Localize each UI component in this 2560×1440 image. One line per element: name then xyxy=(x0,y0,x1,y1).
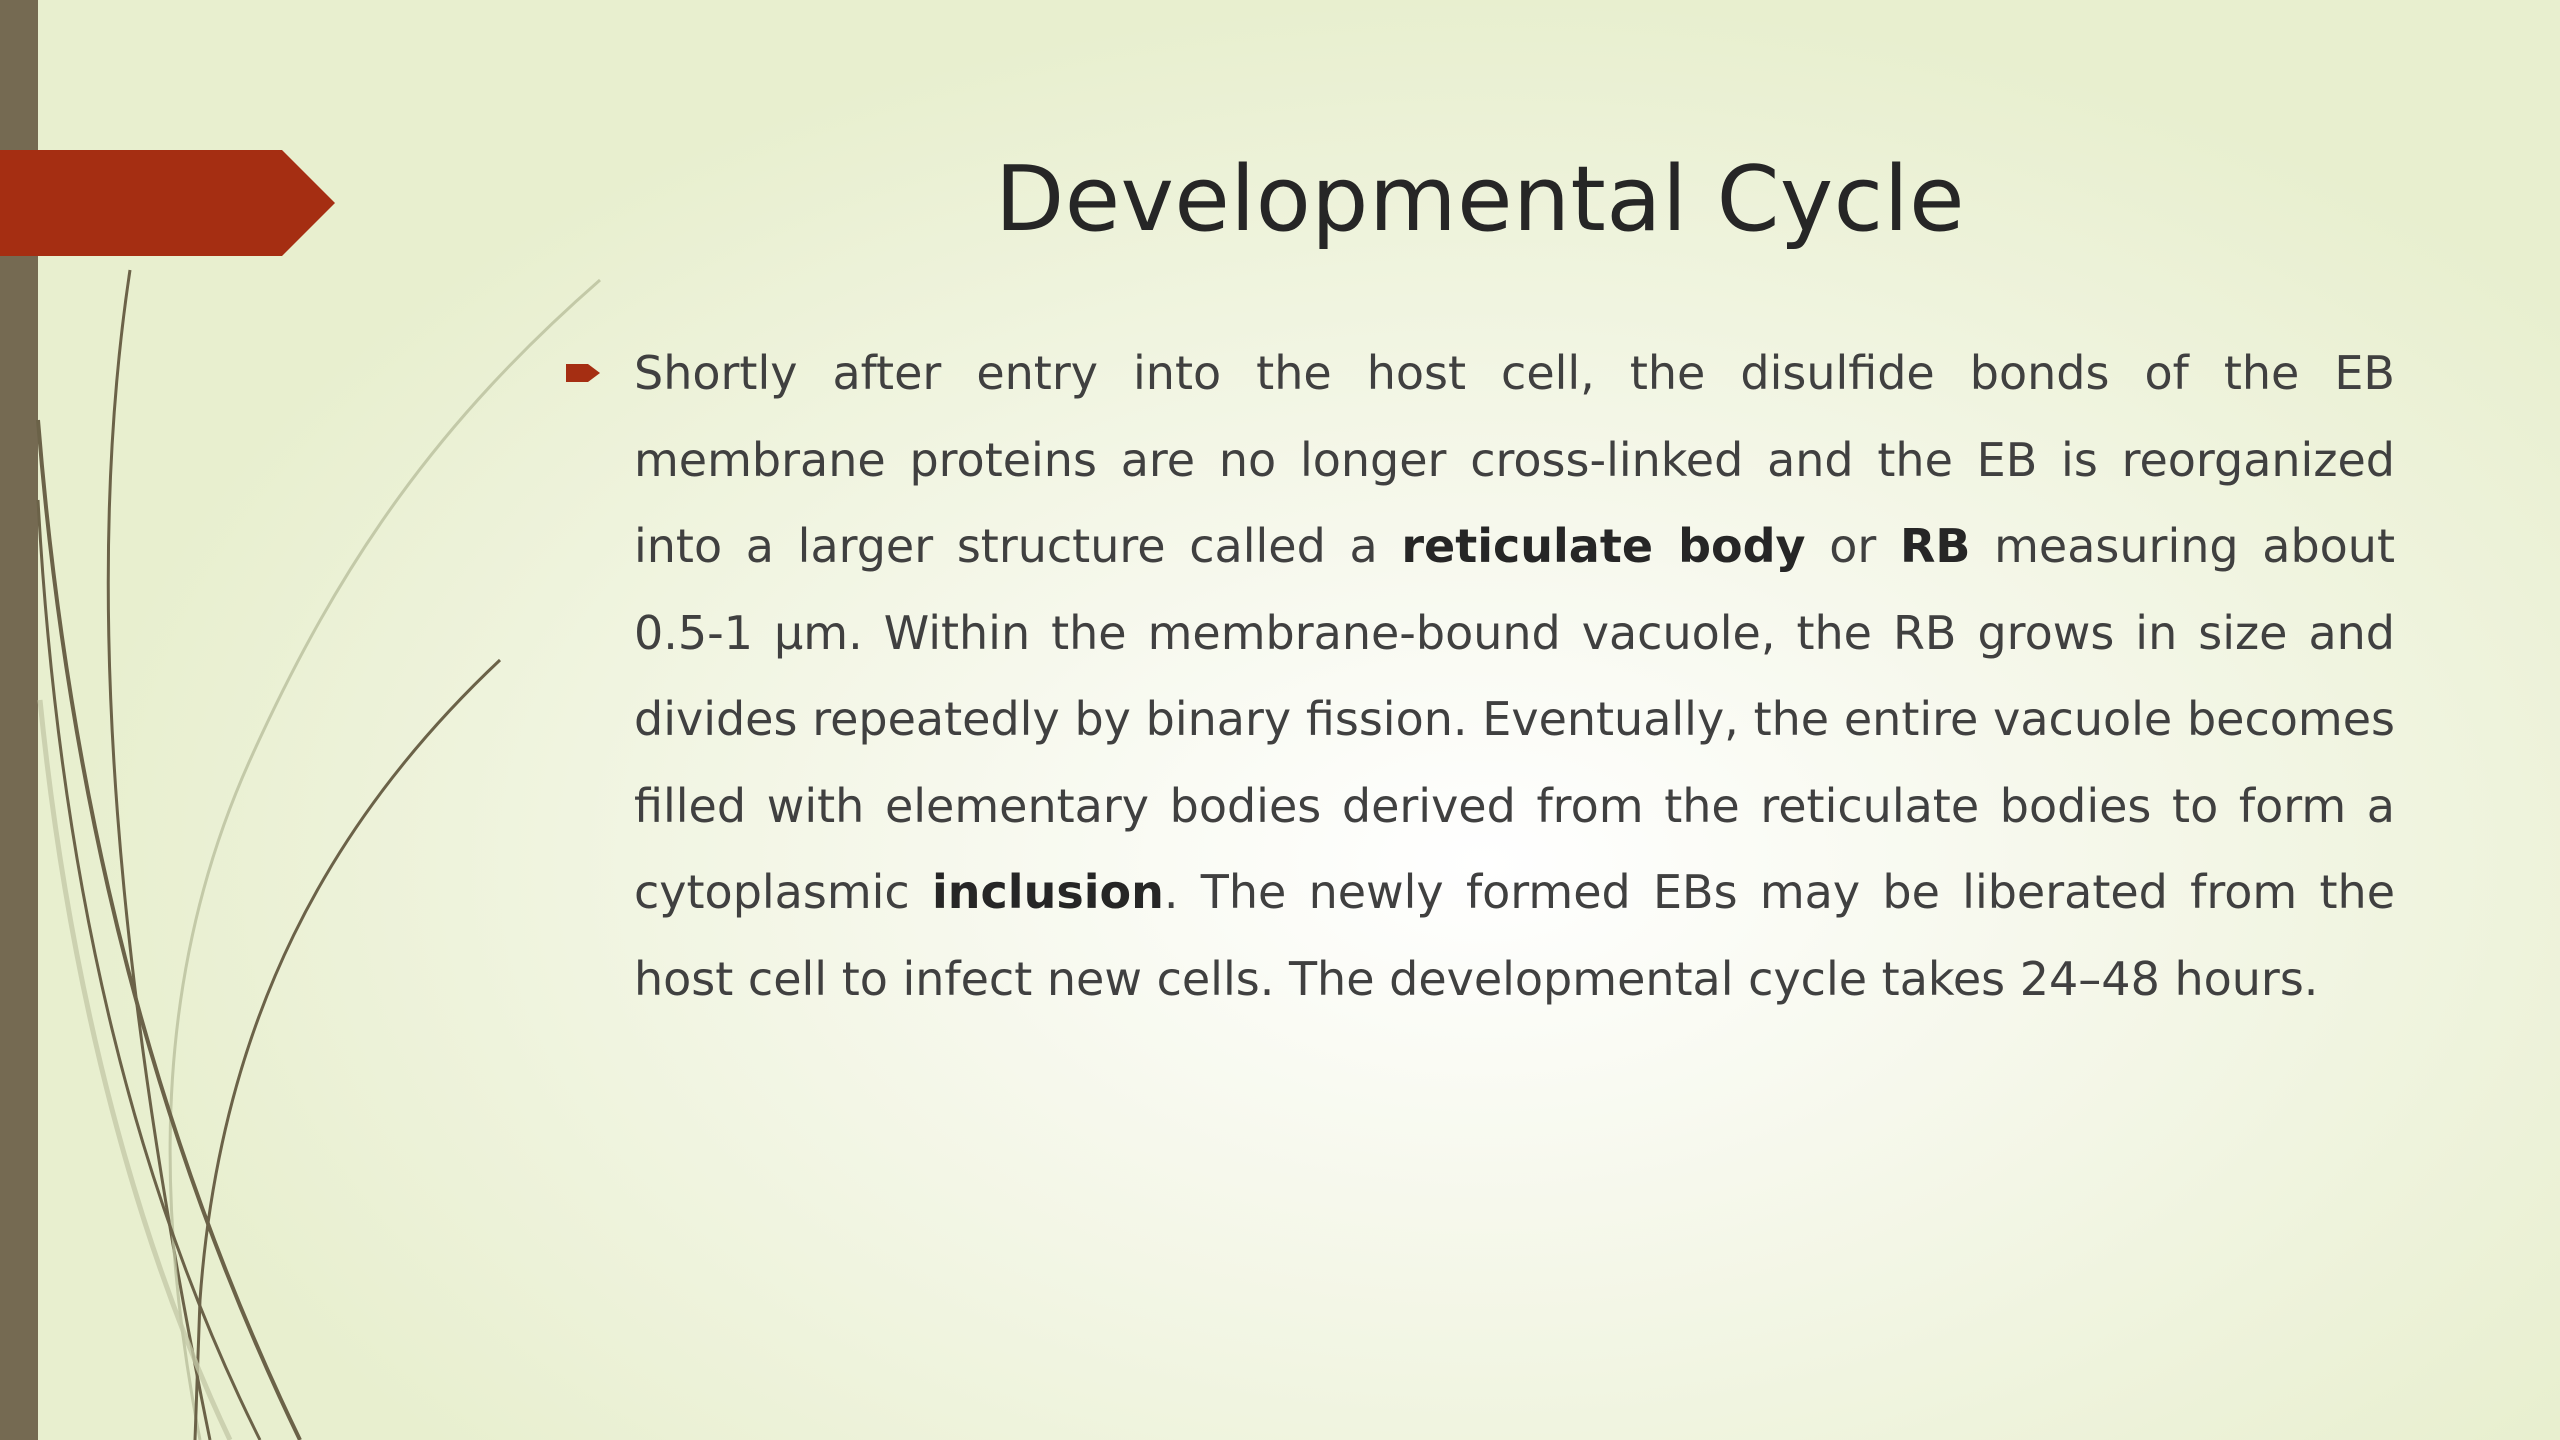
paragraph-segment: measuring about 0.5-1 μm. Within the membrane-bound vacuole, the RB grows in size and divides repeatedly by binary fission. Eventually, the entire vacuole becomes filled with elementary bodies derived from the reticulate bodies to form a cytoplasmic xyxy=(634,519,2395,919)
paragraph-segment: Shortly after entry into the host cell, the disulfide bonds of the EB membrane proteins are no longer cross-linked and the EB is reorganized into a larger structure called a xyxy=(634,346,2395,573)
term-reticulate-body: reticulate body xyxy=(1401,519,1806,573)
paragraph-segment: . The newly formed EBs may be liberated from the host cell to infect new cells. The developmental cycle takes 24–48 hours. xyxy=(634,865,2395,1006)
term-inclusion: inclusion xyxy=(932,865,1164,919)
title-accent-tab xyxy=(0,150,340,260)
slide-title: Developmental Cycle xyxy=(994,147,1966,252)
paragraph-segment: or xyxy=(1805,519,1900,573)
term-rb: RB xyxy=(1899,519,1971,573)
arrow-bullet-icon xyxy=(564,358,604,388)
body-text xyxy=(560,330,2395,1022)
bullet-item xyxy=(560,330,2395,1022)
